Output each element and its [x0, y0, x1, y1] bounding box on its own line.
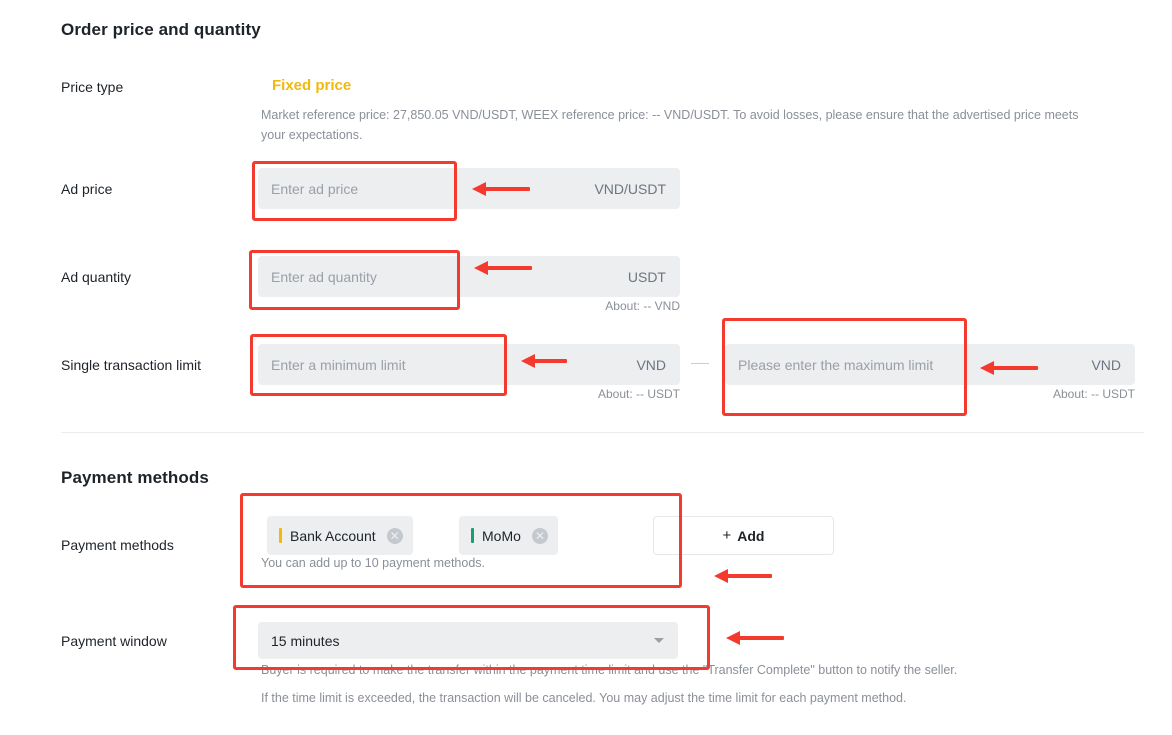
- payment-methods-hint: You can add up to 10 payment methods.: [261, 556, 486, 570]
- limit-range-separator: [691, 363, 709, 364]
- label-ad-price: Ad price: [61, 181, 113, 197]
- payment-method-color-bar: [471, 528, 474, 543]
- max-limit-suffix: VND: [1091, 356, 1121, 373]
- label-single-transaction-limit: Single transaction limit: [61, 357, 202, 373]
- section-divider: [61, 432, 1144, 433]
- payment-method-chip[interactable]: [267, 516, 413, 555]
- max-limit-about-note: About: -- USDT: [1052, 387, 1135, 401]
- label-price-type: Price type: [61, 79, 124, 95]
- payment-method-name: MoMo: [482, 527, 521, 544]
- payment-window-value: 15 minutes: [271, 632, 340, 649]
- payment-method-name: Bank Account: [290, 527, 376, 544]
- section-title-order-price-quantity: Order price and quantity: [61, 20, 261, 39]
- label-payment-window: Payment window: [61, 633, 167, 649]
- ad-quantity-input[interactable]: [258, 256, 680, 297]
- payment-method-color-bar: [279, 528, 282, 543]
- min-limit-input[interactable]: [258, 344, 680, 385]
- payment-method-chip[interactable]: [459, 516, 558, 555]
- min-limit-suffix: VND: [636, 356, 666, 373]
- add-payment-method-label: Add: [737, 527, 765, 544]
- price-type-value[interactable]: Fixed price: [272, 77, 352, 94]
- ad-price-suffix: VND/USDT: [594, 180, 666, 197]
- annotation-arrow-payment-methods: [714, 569, 772, 583]
- plus-icon: +: [722, 527, 732, 544]
- max-limit-input[interactable]: [725, 344, 1135, 385]
- min-limit-placeholder: Enter a minimum limit: [271, 356, 406, 373]
- ad-quantity-suffix: USDT: [627, 268, 666, 285]
- annotation-arrow-payment-window: [726, 631, 784, 645]
- label-ad-quantity: Ad quantity: [61, 269, 132, 285]
- max-limit-placeholder: Please enter the maximum limit: [738, 356, 934, 373]
- payment-window-select[interactable]: [258, 622, 678, 659]
- add-payment-method-button[interactable]: [653, 516, 834, 555]
- ad-price-input[interactable]: [258, 168, 680, 209]
- chevron-down-icon: [654, 638, 664, 643]
- ad-price-placeholder: Enter ad price: [271, 180, 359, 197]
- market-reference-note: Market reference price: 27,850.05 VND/USDT, WEEX reference price: -- VND/USDT. To avoid losses, please ensure that the advertised price meets your expectations.: [261, 108, 1079, 142]
- min-limit-about-note: About: -- USDT: [597, 387, 680, 401]
- section-title-payment-methods: Payment methods: [61, 468, 209, 487]
- ad-quantity-placeholder: Enter ad quantity: [271, 268, 377, 285]
- remove-payment-method-icon[interactable]: ✕: [532, 528, 548, 544]
- payment-window-note-1: Buyer is required to make the transfer within the payment time limit and use the "Transfer Complete" button to notify the seller.: [261, 663, 958, 677]
- ad-quantity-about-note: About: -- VND: [605, 299, 680, 313]
- remove-payment-method-icon[interactable]: ✕: [387, 528, 403, 544]
- label-payment-methods: Payment methods: [61, 537, 174, 553]
- payment-window-note-2: If the time limit is exceeded, the transaction will be canceled. You may adjust the time limit for each payment method.: [261, 691, 907, 705]
